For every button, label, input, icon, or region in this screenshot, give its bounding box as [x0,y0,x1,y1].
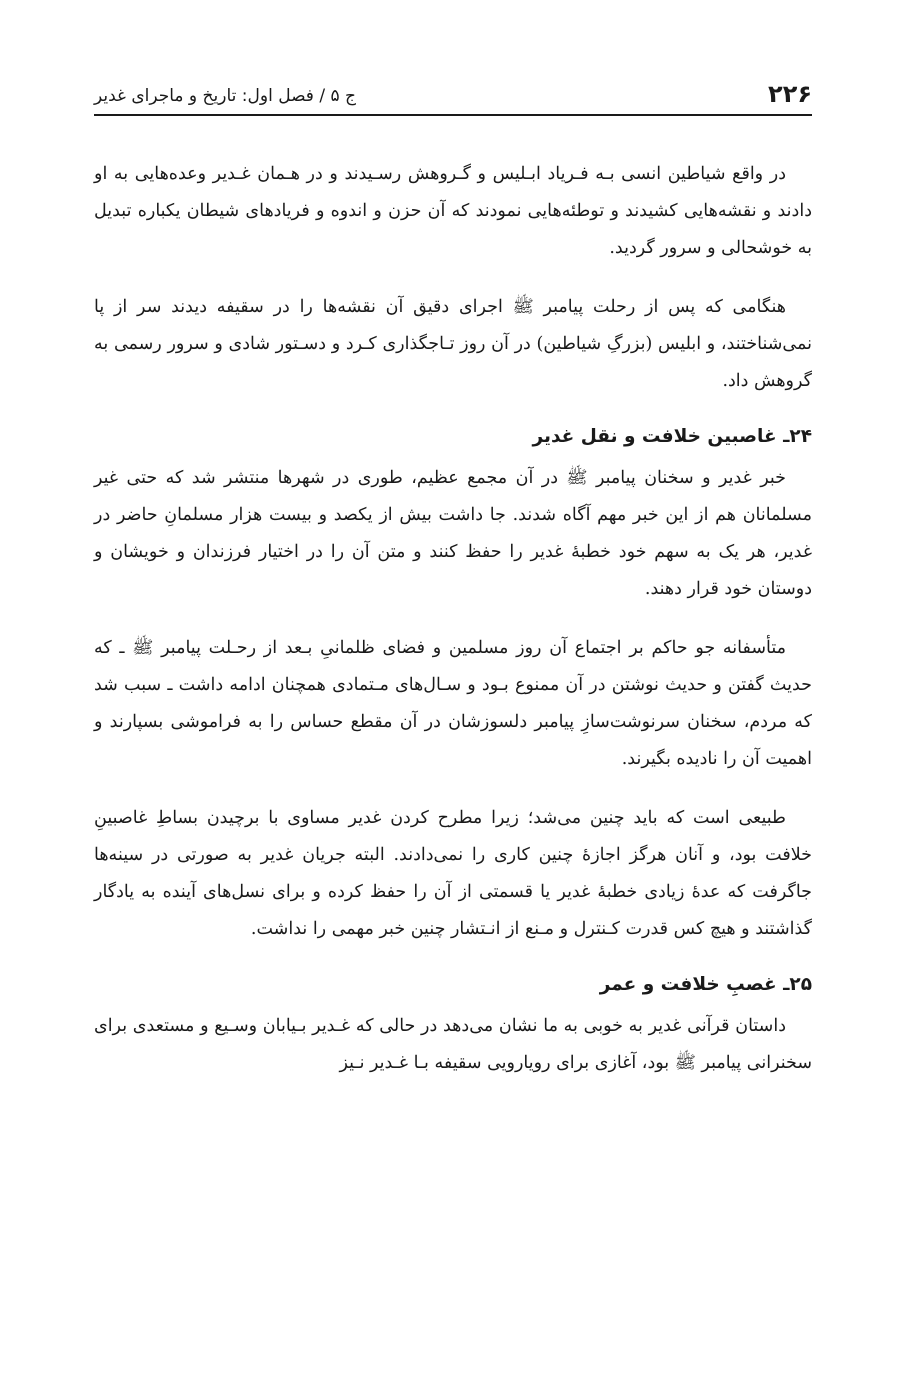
section-heading: ۲۵ـ غصبِ خلافت و عمر [599,974,812,995]
paragraph: هنگامی که پس از رحلت پیامبر ﷺ اجرای دقیق آن نقشه‌ها را در سقیفه دیدند سر از پا نمی‌شناختند، و ابلیس (بزرگِ شیاطین) در آن روز تـاجگذاری کـرد و دسـتور شادی و سرور رسمی به گروهش داد. [94,297,812,391]
book-page [94,70,812,1104]
section-heading: ۲۴ـ غاصبین خلافت و نقل غدیر [532,426,812,447]
page-number: ۲۲۶ [768,80,812,108]
running-head: ج ۵ / فصل اول: تاریخ و ماجرای غدیر [94,86,357,106]
paragraph: در واقع شیاطین انسی بـه فـریاد ابـلیس و گـروهش رسـیدند و در هـمان غـدیر وعده‌هایی به او دادند و نقشه‌هایی کشیدند و توطئه‌هایی نمودند که آن حزن و اندوه و فریادهای شیطان یکباره تبدیل به خوشحالی و سرور گردید. [94,164,812,258]
paragraph: داستان قرآنی غدیر به خوبی به ما نشان می‌دهد در حالی که غـدیر بـیابان وسـیع و مستعدی برای سخنرانی پیامبر ﷺ بود، آغازی برای رویارویی سقیفه بـا غـدیر نـیز [94,1016,812,1073]
page-header [94,70,812,116]
paragraph: طبیعی است که باید چنین می‌شد؛ زیرا مطرح کردن غدیر مساوی با برچیدن بساطِ غاصبینِ خلافت بود، و آنان هرگز اجازهٔ چنین کاری را نمی‌دادند. البته جریان غدیر به صورتی در سینه‌ها جاگرفت که عدهٔ زیادی خطبهٔ غدیر یا قسمتی از آن را حفظ کرده و برای نسل‌های آینده به یادگار گذاشتند و هیچ کس قدرت کـنترل و مـنع از انـتشار چنین خبر مهمی را نداشت. [94,808,812,939]
page-body [94,156,812,1082]
paragraph: متأسفانه جو حاکم بر اجتماع آن روز مسلمین و فضای ظلمانیِ بـعد از رحـلت پیامبر ﷺ ـ که حدیث گفتن و حدیث نوشتن در آن ممنوع بـود و سـال‌های مـتمادی همچنان ادامه داشت ـ سبب شد که مردم، سخنان سرنوشت‌سازِ پیامبر دلسوزشان در آن مقطع حساس را به فراموشی بسپارند و اهمیت آن را نادیده بگیرند. [94,638,812,769]
paragraph: خبر غدیر و سخنان پیامبر ﷺ در آن مجمع عظیم، طوری در شهرها منتشر شد که حتی غیر مسلمانان هم از این خبر مهم آگاه شدند. جا داشت بیش از یکصد و بیست هزار مسلمانِ حاضر در غدیر، هر یک به سهم خود خطبهٔ غدیر را حفظ کنند و متن آن را در اختیار فرزندان و خویشان و دوستان خود قرار دهند. [94,468,812,599]
